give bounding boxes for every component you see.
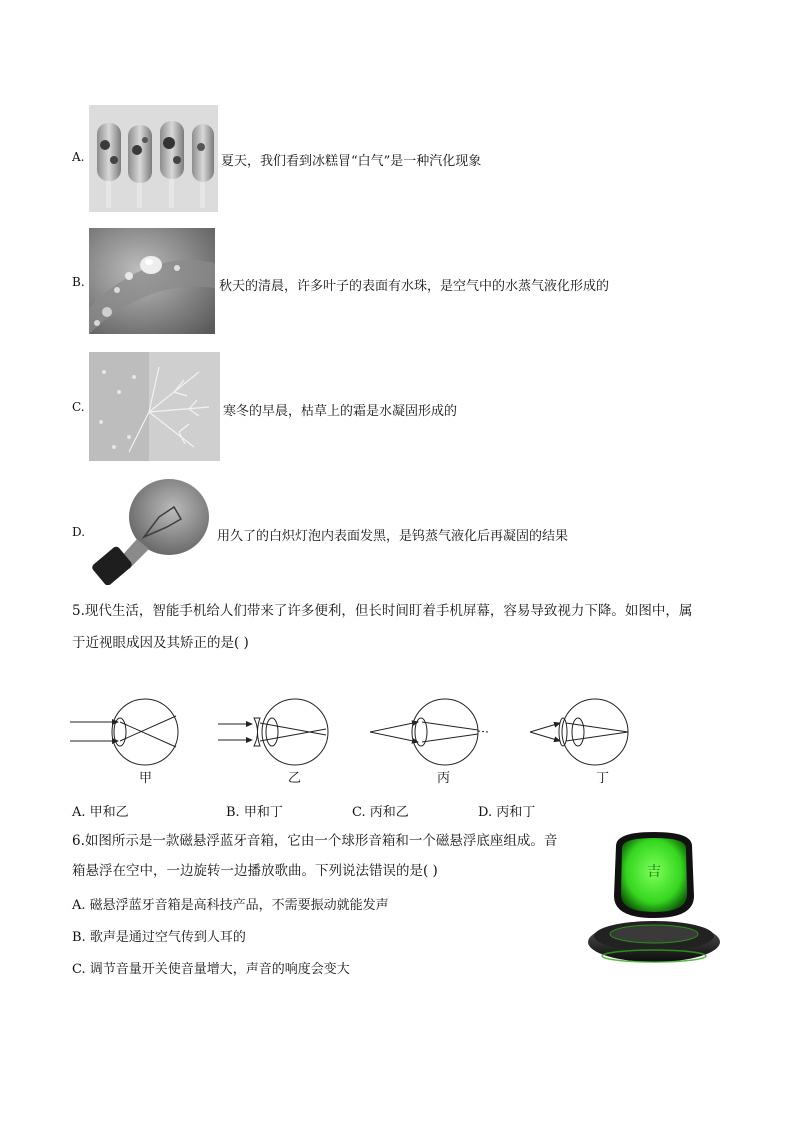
diagram-label-ding: 丁	[596, 771, 610, 786]
option-d-letter: D.	[72, 525, 86, 539]
popsicles-photo	[89, 105, 218, 212]
eye-diagram-bing	[370, 699, 488, 765]
option-d-text: 用久了的白炽灯泡内表面发黑，是钨蒸气液化后再凝固的结果	[217, 529, 569, 544]
option-b-letter: B.	[72, 275, 85, 289]
q5-choice-b[interactable]: B. 甲和丁	[226, 805, 283, 820]
q6-choice-b[interactable]: B. 歌声是通过空气传到人耳的	[72, 930, 246, 945]
q6-choice-a[interactable]: A. 磁悬浮蓝牙音箱是高科技产品，不需要振动就能发声	[72, 898, 389, 913]
q6-choice-c[interactable]: C. 调节音量开关使音量增大，声音的响度会变大	[72, 962, 350, 977]
eye-diagram-ding	[530, 699, 628, 765]
option-a-letter: A.	[72, 150, 85, 164]
dew-leaf-photo	[89, 228, 215, 334]
diagram-label-jia: 甲	[139, 771, 153, 786]
eye-diagram-yi	[218, 699, 328, 765]
light-bulb-photo	[89, 477, 213, 585]
frost-photo	[89, 352, 220, 461]
q5-choice-c[interactable]: C. 丙和乙	[352, 805, 409, 820]
diagram-label-yi: 乙	[288, 771, 302, 786]
q5-stem-line1: 5.现代生活，智能手机给人们带来了许多便利，但长时间盯着手机屏幕，容易导致视力下降。如图中，属	[72, 603, 693, 619]
q5-choice-d[interactable]: D. 丙和丁	[478, 805, 536, 820]
q5-choice-a[interactable]: A. 甲和乙	[72, 805, 129, 820]
eye-diagram-jia	[70, 699, 178, 765]
option-c-text: 寒冬的早晨，枯草上的霜是水凝固形成的	[223, 404, 458, 419]
option-c-letter: C.	[72, 400, 85, 414]
q5-stem-line2: 于近视眼成因及其矫正的是( )	[72, 635, 249, 651]
diagram-label-bing: 丙	[437, 771, 451, 786]
speaker-logo: 吉	[647, 864, 661, 880]
levitating-speaker-illustration	[586, 826, 722, 968]
q6-stem-line2: 箱悬浮在空中，一边旋转一边播放歌曲。下列说法错误的是( )	[72, 863, 438, 879]
eye-diagrams	[68, 690, 638, 785]
q6-stem-line1: 6.如图所示是一款磁悬浮蓝牙音箱，它由一个球形音箱和一个磁悬浮底座组成。音	[72, 833, 558, 849]
option-a-text: 夏天，我们看到冰糕冒“白气”是一种汽化现象	[221, 154, 482, 169]
option-b-text: 秋天的清晨，许多叶子的表面有水珠，是空气中的水蒸气液化形成的	[219, 279, 610, 294]
